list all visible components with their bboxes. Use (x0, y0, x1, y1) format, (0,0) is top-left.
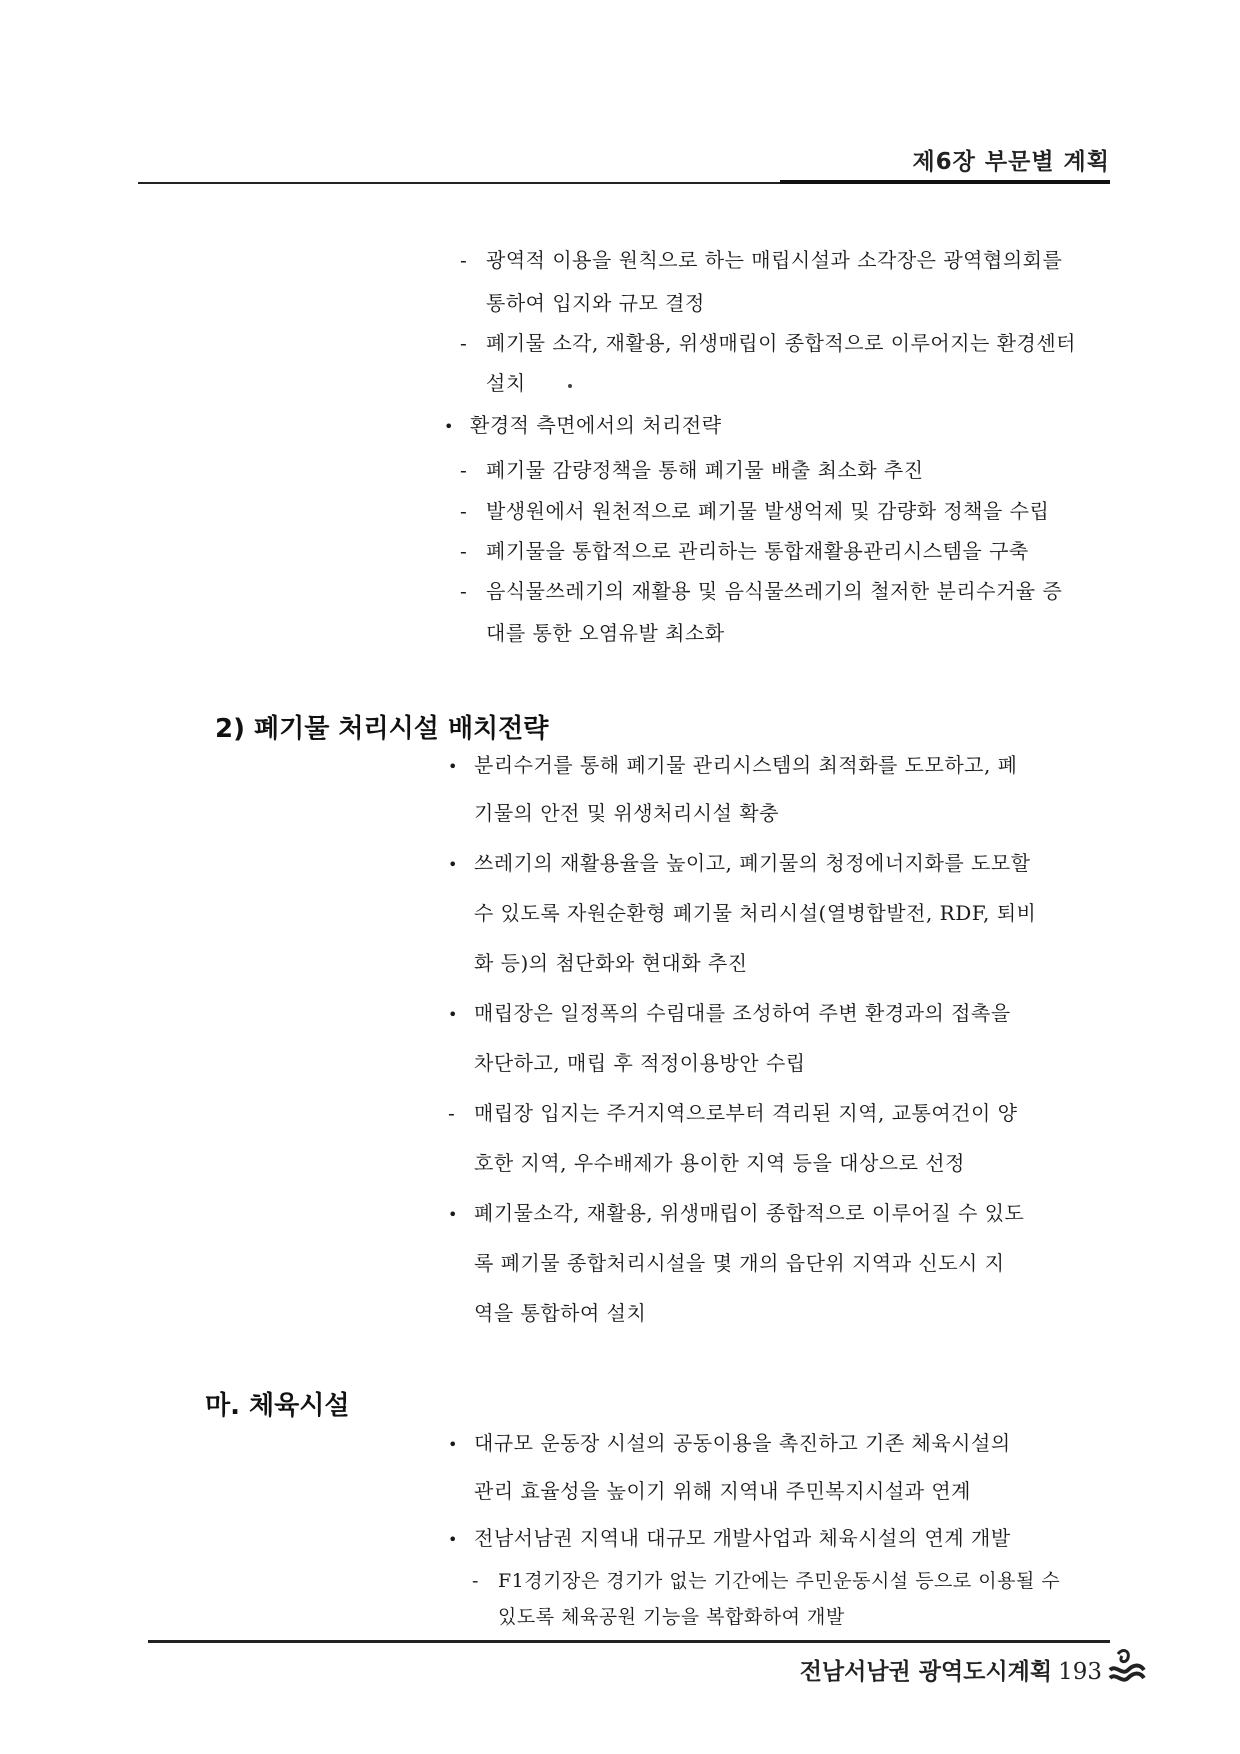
text-line (460, 370, 526, 396)
text-line (460, 247, 1062, 273)
text-line (460, 457, 924, 483)
text-line (448, 850, 1030, 878)
line-marker: • (448, 1005, 458, 1024)
text-line (448, 752, 1018, 780)
line-text: 대를 통한 오염유발 최소화 (486, 621, 725, 645)
line-text: 관리 효율성을 높이기 위해 지역내 주민복지시설과 연계 (474, 1479, 972, 1503)
line-marker: - (460, 579, 468, 603)
text-line (448, 1250, 1005, 1276)
text-line (444, 412, 722, 440)
line-marker: - (472, 1570, 479, 1592)
text-line (448, 1200, 1024, 1228)
line-marker: - (460, 248, 468, 272)
line-marker: - (460, 331, 468, 355)
text-line (448, 1150, 965, 1176)
text-line (448, 800, 779, 826)
text-line (448, 1525, 1011, 1553)
line-text: 전남서남권 지역내 대규모 개발사업과 체육시설의 연계 개발 (474, 1526, 1011, 1550)
text-line (460, 498, 1049, 524)
header-rule-accent (780, 180, 1110, 184)
line-text: 있도록 체육공원 기능을 복합화하여 개발 (498, 1606, 845, 1628)
line-text: 매립장은 일정폭의 수림대를 조성하여 주변 환경과의 접촉을 (474, 1001, 1011, 1025)
chapter-title: 제6장 부문별 계획 (912, 149, 1110, 175)
text-line (448, 900, 1036, 926)
page-number: 193 (1058, 1659, 1102, 1685)
line-text: 통하여 입지와 규모 결정 (486, 291, 705, 315)
line-marker: - (460, 539, 468, 563)
line-text: 음식물쓰레기의 재활용 및 음식물쓰레기의 철저한 분리수거율 증 (486, 579, 1063, 603)
line-marker: • (448, 855, 458, 874)
line-text: 매립장 입지는 주거지역으로부터 격리된 지역, 교통여건이 양 (474, 1101, 1018, 1125)
line-text: 폐기물 감량정책을 통해 폐기물 배출 최소화 추진 (486, 458, 924, 482)
text-line (448, 1478, 971, 1504)
line-text: 쓰레기의 재활용율을 높이고, 폐기물의 청정에너지화를 도모할 (474, 851, 1031, 875)
line-text: 폐기물소각, 재활용, 위생매립이 종합적으로 이루어질 수 있도 (474, 1201, 1025, 1225)
line-marker: - (448, 1101, 456, 1125)
line-marker: - (460, 458, 468, 482)
line-text: 차단하고, 매립 후 적정이용방안 수립 (474, 1051, 806, 1075)
line-text: 호한 지역, 우수배제가 용이한 지역 등을 대상으로 선정 (474, 1151, 965, 1175)
line-text: 폐기물을 통합적으로 관리하는 통합재활용관리시스템을 구축 (486, 539, 1029, 563)
text-line (460, 330, 1076, 356)
text-line (460, 620, 725, 646)
section-heading: 마. 체육시설 (205, 1391, 350, 1421)
text-line (448, 950, 748, 976)
line-marker: • (448, 757, 458, 776)
text-line (460, 290, 705, 316)
footer (800, 1653, 1102, 1686)
line-text: 광역적 이용을 원칙으로 하는 매립시설과 소각장은 광역협의회를 (486, 248, 1063, 272)
line-text: F1경기장은 경기가 없는 기간에는 주민운동시설 등으로 이용될 수 (498, 1570, 1061, 1592)
line-marker: • (448, 1205, 458, 1224)
line-text: 록 폐기물 종합처리시설을 몇 개의 읍단위 지역과 신도시 지 (474, 1251, 1005, 1275)
line-text: 폐기물 소각, 재활용, 위생매립이 종합적으로 이루어지는 환경센터 (486, 331, 1076, 355)
wave-logo-icon (1108, 1646, 1146, 1686)
line-text: 수 있도록 자원순환형 폐기물 처리시설(열병합발전, RDF, 퇴비 (474, 901, 1037, 925)
text-line (448, 1430, 1011, 1458)
text-line (448, 1050, 806, 1076)
text-line (460, 538, 1029, 564)
line-text: 분리수거를 통해 폐기물 관리시스템의 최적화를 도모하고, 폐 (474, 753, 1018, 777)
text-line (472, 1604, 845, 1630)
line-text: 기물의 안전 및 위생처리시설 확충 (474, 801, 779, 825)
section-heading: 2) 폐기물 처리시설 배치전략 (215, 714, 549, 744)
text-line (448, 1100, 1018, 1126)
line-text: 환경적 측면에서의 처리전략 (470, 413, 722, 437)
line-text: 발생원에서 원천적으로 폐기물 발생억제 및 감량화 정책을 수립 (486, 499, 1050, 523)
text-line (472, 1568, 1060, 1594)
text-line (448, 1300, 646, 1326)
stray-mark (568, 384, 572, 388)
footer-plan-title: 전남서남권 광역도시계획 (799, 1659, 1053, 1685)
line-marker: • (448, 1435, 458, 1454)
text-line (448, 1000, 1011, 1028)
line-marker: • (448, 1530, 458, 1549)
line-marker: • (444, 417, 454, 436)
line-text: 화 등)의 첨단화와 현대화 추진 (474, 951, 748, 975)
line-text: 역을 통합하여 설치 (474, 1301, 647, 1325)
footer-rule (148, 1640, 1110, 1643)
line-marker: - (460, 499, 468, 523)
line-text: 설치 (486, 371, 526, 395)
text-line (460, 578, 1062, 604)
line-text: 대규모 운동장 시설의 공동이용을 촉진하고 기존 체육시설의 (474, 1431, 1011, 1455)
